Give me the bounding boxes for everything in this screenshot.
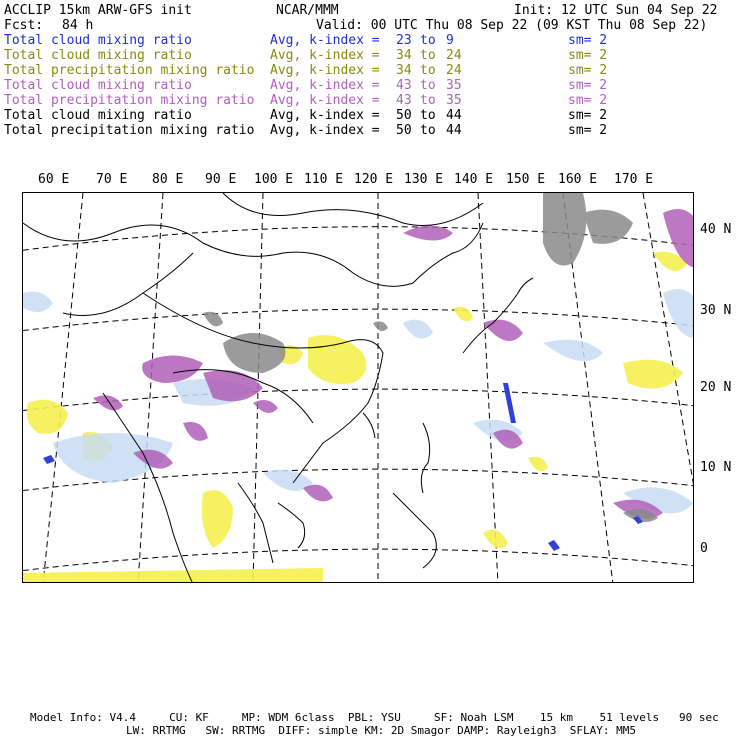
field-k-start: 43 [396, 93, 412, 108]
longitude-line [478, 193, 498, 583]
lon-label: 110 E [304, 172, 344, 187]
lon-label: 60 E [38, 172, 70, 187]
field-name: Total cloud mixing ratio [4, 78, 192, 93]
field-to: to [420, 63, 436, 78]
graticule [23, 193, 694, 583]
model-info-line1: Model Info: V4.4 CU: KF MP: WDM 6class PBL: YSU SF: Noah LSM 15 km 51 levels 90 sec [30, 711, 719, 724]
purple-field [93, 209, 694, 519]
model-title: ACCLIP 15km ARW-GFS init [4, 3, 192, 18]
coastline [393, 493, 436, 568]
lon-label: 150 E [506, 172, 546, 187]
field-smoothing: sm= 2 [568, 108, 608, 123]
field-smoothing: sm= 2 [568, 33, 608, 48]
coastlines [23, 193, 533, 583]
lon-label: 70 E [96, 172, 128, 187]
field-to: to [420, 33, 436, 48]
field-smoothing: sm= 2 [568, 63, 608, 78]
field-avg-label: Avg, k-index = [270, 78, 380, 93]
field-name: Total cloud mixing ratio [4, 48, 192, 63]
field-smoothing: sm= 2 [568, 48, 608, 63]
field-k-end: 44 [446, 108, 462, 123]
field-avg-label: Avg, k-index = [270, 33, 380, 48]
field-to: to [420, 93, 436, 108]
field-smoothing: sm= 2 [568, 123, 608, 138]
coastline [103, 393, 193, 583]
lon-label: 80 E [152, 172, 184, 187]
lat-label: 20 N [700, 380, 732, 395]
coastline [278, 503, 305, 548]
lon-label: 170 E [614, 172, 654, 187]
field-k-end: 44 [446, 123, 462, 138]
lon-label: 90 E [205, 172, 237, 187]
model-info-line2: LW: RRTMG SW: RRTMG DIFF: simple KM: 2D Smagor DAMP: Rayleigh3 SFLAY: MM5 [126, 724, 636, 737]
field-k-start: 43 [396, 78, 412, 93]
field-k-start: 34 [396, 63, 412, 78]
longitude-line [43, 193, 83, 583]
latitude-line [23, 309, 694, 333]
field-name: Total precipitation mixing ratio [4, 123, 255, 138]
field-k-end: 24 [446, 63, 462, 78]
coastline [363, 413, 375, 438]
lon-label: 160 E [558, 172, 598, 187]
field-k-end: 9 [446, 33, 454, 48]
org-label: NCAR/MMM [276, 3, 339, 18]
longitude-line [138, 193, 163, 583]
field-k-start: 50 [396, 108, 412, 123]
lon-label: 120 E [354, 172, 394, 187]
field-avg-label: Avg, k-index = [270, 63, 380, 78]
lat-label: 0 [700, 541, 708, 556]
field-to: to [420, 123, 436, 138]
valid-time: Valid: 00 UTC Thu 08 Sep 22 (09 KST Thu 08 Sep 22) [316, 18, 708, 33]
coastline [223, 193, 483, 226]
field-avg-label: Avg, k-index = [270, 93, 380, 108]
field-name: Total precipitation mixing ratio [4, 63, 255, 78]
field-name: Total precipitation mixing ratio [4, 93, 255, 108]
map-panel [22, 192, 694, 583]
latitude-line [23, 389, 694, 413]
field-k-end: 35 [446, 78, 462, 93]
field-k-start: 50 [396, 123, 412, 138]
lat-label: 30 N [700, 303, 732, 318]
field-to: to [420, 108, 436, 123]
lon-label: 130 E [404, 172, 444, 187]
lat-label: 40 N [700, 222, 732, 237]
field-k-end: 35 [446, 93, 462, 108]
lat-label: 10 N [700, 460, 732, 475]
field-smoothing: sm= 2 [568, 93, 608, 108]
lon-label: 140 E [454, 172, 494, 187]
field-smoothing: sm= 2 [568, 78, 608, 93]
field-k-start: 34 [396, 48, 412, 63]
field-to: to [420, 48, 436, 63]
field-to: to [420, 78, 436, 93]
field-k-start: 23 [396, 33, 412, 48]
forecast-hours: 84 h [62, 18, 94, 33]
lightblue-field [23, 289, 694, 513]
field-name: Total cloud mixing ratio [4, 33, 192, 48]
field-avg-label: Avg, k-index = [270, 48, 380, 63]
field-avg-label: Avg, k-index = [270, 108, 380, 123]
forecast-label: Fcst: [4, 18, 44, 33]
map-svg [23, 193, 694, 583]
lon-label: 100 E [254, 172, 294, 187]
coastline [463, 278, 533, 353]
coastline [421, 423, 429, 493]
border [63, 253, 193, 316]
latitude-line [23, 549, 694, 573]
init-time: Init: 12 UTC Sun 04 Sep 22 [514, 3, 718, 18]
field-avg-label: Avg, k-index = [270, 123, 380, 138]
field-k-end: 24 [446, 48, 462, 63]
field-name: Total cloud mixing ratio [4, 108, 192, 123]
